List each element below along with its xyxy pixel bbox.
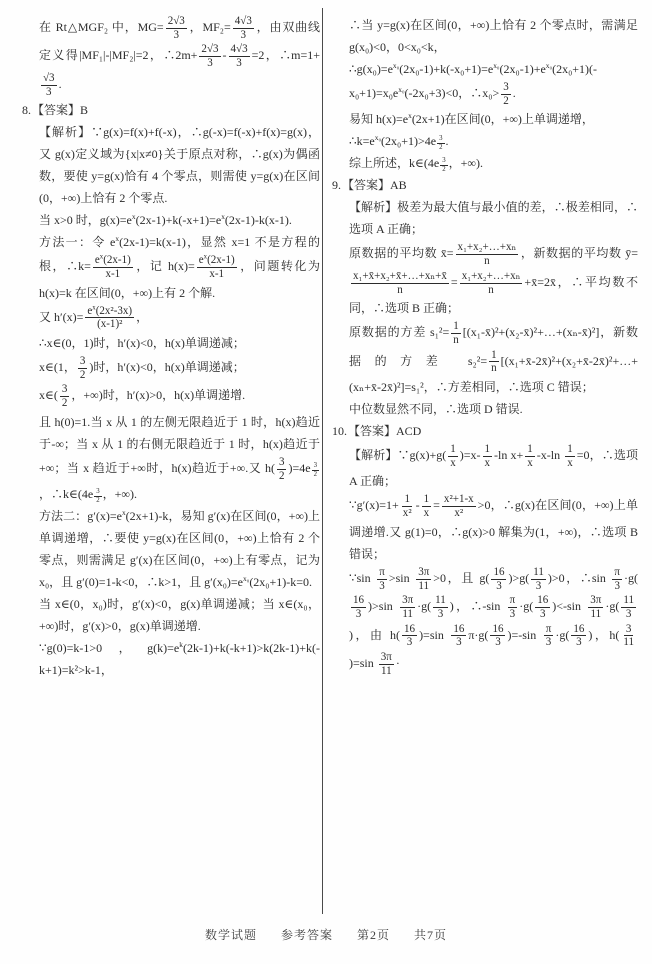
solution-paragraph: 中位数显然不同，∴选项 D 错误. — [349, 402, 523, 417]
fraction — [377, 566, 387, 592]
superscript — [311, 460, 320, 478]
fraction-denominator: 3 — [46, 85, 52, 98]
fraction — [94, 488, 101, 505]
fraction-numerator: 1 — [404, 493, 410, 506]
fraction — [456, 241, 519, 267]
fraction-denominator: 11 — [402, 607, 413, 620]
fraction — [351, 594, 366, 620]
fraction — [60, 383, 70, 409]
fraction-denominator: n — [397, 283, 403, 296]
fraction-numerator: π — [614, 565, 620, 578]
page-footer — [0, 926, 652, 943]
fraction — [93, 254, 133, 280]
fraction-denominator: 3 — [437, 607, 444, 620]
solution-paragraph: ∵sin $\frac{\pi}{3}$ >sin $\frac{3\pi}{11}$ >0，且 g( $\frac{16}{3}$ )>g( $\frac{11}{3}$ )>0，∴sin $\frac{\pi}{3}$ ·g( $\frac{16}{3}$ )>sin $\frac{3\pi}{11}$ ·g( $\frac{11}{3}$ )，∴-sin $\frac{\pi}{3}$ ·g( $\frac{16}{3}$ )<-sin $\frac{3\pi}{11}$ ·g( $\frac{11}{3}$ )，由 h( $\frac{16}{3}$ )=sin $\frac{16}{3}$ π·g( $\frac{16}{3}$ )=-sin $\frac{\pi}{3}$ ·g( $\frac{16}{3}$ )，h( $\frac{3}{11}$ )=sin $\frac{3\pi}{11}$ · — [349, 565, 638, 677]
fraction — [621, 594, 636, 620]
fraction-numerator: 16 — [573, 622, 585, 635]
fraction-numerator: x₁+x̄+x₂+x̄+…+xₙ+x̄ — [353, 269, 447, 282]
fraction-denominator: 2 — [439, 144, 443, 152]
fraction — [565, 443, 575, 469]
answer-heading: 9.【答案】AB — [332, 178, 407, 193]
solution-paragraph: 当 x>0 时，$g(x)=e^x(2x-1)+k(-x+1)=e^x(2x-1)-k(x-1)$. — [39, 212, 292, 228]
fraction — [612, 566, 622, 592]
fraction — [401, 493, 414, 519]
fraction — [379, 651, 394, 677]
footer-page-number: 第2页 — [357, 928, 391, 942]
solution-paragraph: $\therefore k=e^{x_0}(2x_0+1)>4e$ $^{\frac{3}{2}}$ . — [349, 133, 449, 152]
fraction — [199, 43, 220, 69]
fraction — [433, 594, 448, 620]
fraction-numerator: $e^x(2x-1)$ — [198, 253, 235, 267]
answer-heading: 8.【答案】B — [22, 103, 89, 118]
fraction-numerator: 1 — [423, 493, 430, 506]
column-divider — [322, 8, 323, 914]
fraction-numerator: 11 — [623, 594, 634, 607]
fraction-denominator: 3 — [539, 607, 546, 620]
fraction-denominator: 3 — [576, 636, 582, 649]
fraction-denominator: x² — [454, 507, 464, 520]
fraction — [451, 320, 461, 346]
fraction-denominator: 2 — [61, 397, 68, 410]
solution-paragraph: 易知 $h(x)=e^x(2x+1)$在区间(0，+∞)上单调递增， — [349, 111, 594, 127]
fraction — [437, 135, 444, 152]
fraction-denominator: 3 — [355, 607, 362, 620]
fraction-denominator: 2 — [278, 469, 285, 482]
superscript: x₀ — [545, 61, 553, 70]
footer-subtitle: 参考答案 — [280, 928, 333, 942]
fraction-numerator: 16 — [453, 622, 465, 635]
fraction — [400, 594, 415, 620]
fraction-numerator: 1 — [491, 348, 497, 361]
fraction-numerator: 16 — [493, 565, 505, 578]
fraction-denominator: n — [488, 283, 494, 296]
fraction-numerator: 4√3 — [234, 15, 252, 27]
solution-paragraph: 【解析】极差为最大值与最小值的差，∴极差相同，∴选项 A 正确； — [349, 200, 638, 237]
superscript: x — [203, 253, 208, 261]
fraction-denominator: 3 — [173, 28, 179, 41]
fraction-numerator: 3 — [442, 157, 446, 165]
fraction-denominator: 3 — [240, 28, 247, 41]
fraction-numerator: $e^x(2x-1)$ — [94, 253, 131, 267]
fraction-denominator: n — [491, 362, 497, 375]
fraction — [277, 456, 287, 482]
fraction — [402, 623, 417, 649]
fraction — [442, 493, 476, 519]
fraction-numerator: π — [545, 622, 552, 635]
fraction-denominator: 3 — [207, 57, 213, 70]
fraction-denominator: 3 — [406, 636, 413, 649]
fraction — [233, 15, 254, 41]
fraction-numerator: 3 — [79, 355, 86, 368]
fraction-numerator: 1 — [484, 443, 491, 456]
solution-paragraph: 当 x∈(0，x₀)时，g′(x)<0，g(x)单调递减；当 x∈(x₀，+∞)时，g′(x)>0，g(x)单调递增. — [39, 597, 320, 634]
solution-paragraph: ∵g′(x)=1+ $\frac{1}{\text{x²}}$ - $\frac{1}{x}$ = $\frac{\text{x²+1-x}}{\text{x²}}$ >0，∴g(x)在区间(0，+∞)上单调递增.又 g(1)=0，∴g(x)>0 解集为(1，+∞)，∴选项 B 错误； — [349, 493, 638, 561]
fraction-numerator: x₁+x₂+…+xₙ — [457, 241, 517, 254]
solution-paragraph: ∴x∈(0，1)时，h′(x)<0，h(x)单调递减； — [39, 336, 245, 351]
fraction-numerator: π — [509, 594, 516, 607]
superscript: x — [121, 508, 126, 518]
fraction — [571, 623, 586, 649]
fraction — [531, 566, 546, 592]
fraction-denominator: 3 — [236, 57, 242, 70]
fraction-numerator: 3 — [625, 622, 632, 635]
fraction-numerator: x₁+x₂+…+xₙ — [461, 269, 521, 282]
fraction-numerator: 16 — [404, 622, 416, 635]
question-number: 10. — [332, 424, 347, 439]
fraction-numerator: 3 — [96, 488, 100, 496]
superscript: x₀ — [374, 133, 382, 143]
footer-doc-title: 数学试题 — [204, 928, 257, 942]
fraction-numerator: 16 — [353, 594, 365, 607]
solution-paragraph: 原数据的方差 s₁²= $\frac{1}{n}$ [(x₁-x̄)²+(x₂-x̄)²+…+(xₙ-x̄)²]，新数据的方差 s₂²= $\frac{1}{n}$ [(x₁+x̄-2x̄)²+(x₂+x̄-2x̄)²+…+(xₙ+x̄-2x̄)²]=s₁²，∴方差相同，∴选项 C 错误； — [349, 320, 638, 395]
solution-paragraph: 在 Rt△MGF₂ 中，MG= $\frac{2√3}{3}$ ，MF₂= $\frac{4√3}{3}$ ，由双曲线定义得|MF₁|-|MF₂|=2，∴2m+ $\frac{2√3}{3}$ - $\frac{4√3}{3}$ =2，∴m=1+ $\frac{√3}{3}$ . — [39, 15, 320, 98]
fraction-numerator: 3 — [439, 135, 443, 143]
right-column — [332, 14, 638, 912]
fraction-numerator: 11 — [435, 594, 446, 607]
solution-paragraph: 综上所述，k∈(4e $^{\frac{3}{2}}$ ，+∞). — [349, 156, 483, 174]
fraction-denominator: 3 — [545, 636, 552, 649]
superscript: k — [179, 640, 183, 650]
fraction-denominator: x — [484, 456, 491, 469]
left-column — [22, 14, 320, 912]
fraction-numerator: 3π — [402, 594, 414, 607]
fraction — [197, 254, 237, 280]
fraction-numerator: x²+1-x — [443, 493, 474, 506]
fraction-denominator: 2 — [313, 470, 317, 478]
superscript: x — [221, 212, 225, 222]
fraction-numerator: 4√3 — [230, 43, 248, 56]
question-number: 9. — [332, 178, 341, 193]
fraction-denominator: 11 — [381, 664, 392, 677]
fraction-numerator: 3 — [313, 461, 317, 469]
superscript: x₀ — [392, 61, 400, 70]
fraction-numerator: π — [379, 565, 385, 578]
fraction — [351, 270, 449, 296]
fraction — [41, 72, 57, 98]
fraction-denominator: 2 — [79, 368, 86, 381]
fraction — [85, 305, 134, 331]
footer-total-pages: 共7页 — [414, 928, 448, 942]
fraction — [78, 355, 88, 381]
fraction-numerator: 3π — [418, 565, 430, 578]
solution-paragraph: $\therefore g(x_0)=e^{x_0}(2x_0-1)+k(-x_0+1)=e^{x_0}(2x_0-1)+e^{x_0}(2x_0+1)(-x_0+1)=x_0e^{x_0}(-2x_0+3)<0$，∴x₀> $\frac{3}{2}$ . — [349, 61, 598, 107]
fraction — [501, 81, 511, 107]
fraction — [440, 157, 447, 174]
solution-paragraph: 方法一：令 $e^x(2x-1)=k(x-1)$，显然 x=1 不是方程的根，∴k= $\frac{e^x(2x-1)}{x-1}$ ，记 h(x)= $\frac{e^x(2x-1)}{x-1}$ ，问题转化为 h(x)=k 在区间(0，+∞)上有 2 个解. — [39, 234, 320, 300]
superscript: x₀ — [398, 84, 405, 94]
solution-paragraph: 原数据的平均数 x̄= $\frac{\text{x₁+x₂+…+xₙ}}{n}$ ，新数据的平均数 ȳ= $\frac{\text{x₁+x̄+x₂+x̄+…+xₙ+x̄}}{n}$ = $\frac{\text{x₁+x₂+…+xₙ}}{n}$ +x̄=2x̄，∴平均数不同，∴选项 B 正确； — [349, 241, 638, 316]
superscript — [93, 486, 102, 505]
fraction-denominator: 3 — [456, 636, 462, 649]
fraction-denominator: x-1 — [105, 267, 121, 280]
fraction-numerator: 3π — [590, 594, 602, 607]
fraction-denominator: 3 — [509, 607, 516, 620]
fraction — [588, 594, 603, 620]
fraction — [229, 43, 250, 69]
fraction-numerator: 2√3 — [167, 15, 185, 27]
solution-paragraph: ∵g(0)=k-1>0，$g(k)=e^k(2k-1)+k(-k+1)>k(2k-1)+k(-k+1)=k^2>k-1$， — [39, 640, 320, 678]
superscript — [439, 155, 448, 174]
fraction-denominator: x-1 — [209, 267, 225, 280]
fraction-denominator: 11 — [623, 636, 634, 649]
fraction — [422, 493, 432, 519]
fraction-numerator: 16 — [537, 594, 549, 607]
fraction-numerator: 3 — [278, 455, 285, 468]
fraction-denominator: n — [484, 255, 490, 268]
fraction-numerator: 3 — [61, 383, 68, 396]
solution-paragraph: x∈( $\frac{3}{2}$ ，+∞)时，h′(x)>0，h(x)单调递增. — [39, 383, 246, 410]
fraction — [544, 623, 554, 649]
fraction — [451, 623, 466, 649]
solution-paragraph: 又 h′(x)= $\frac{e^x(2x^2-3x)}{\text{(x-1)²}}$ ， — [39, 303, 149, 331]
fraction-numerator: 3π — [380, 651, 392, 664]
superscript: x — [92, 303, 96, 311]
fraction-numerator: $e^x(2x^2-3x)$ — [87, 303, 133, 317]
superscript: x — [115, 234, 120, 244]
fraction — [448, 443, 458, 469]
fraction — [491, 566, 506, 592]
fraction — [535, 594, 550, 620]
solution-paragraph: ∴当 y=g(x)在区间(0，+∞)上恰有 2 个零点时，需满足 g(x₀)<0，0<x₀<k， — [349, 18, 638, 54]
fraction-denominator: 3 — [495, 636, 501, 649]
question-number: 8. — [22, 103, 31, 118]
fraction-denominator: n — [453, 333, 459, 346]
answer-heading: 10.【答案】ACD — [332, 424, 422, 439]
fraction — [508, 594, 518, 620]
solution-paragraph: x∈(1， $\frac{3}{2}$ )时，h′(x)<0，h(x)单调递减； — [39, 355, 245, 381]
fraction-denominator: 2 — [96, 497, 100, 505]
fraction-numerator: 1 — [453, 320, 459, 333]
fraction-denominator: 2 — [503, 94, 509, 107]
fraction-denominator: 3 — [379, 579, 385, 592]
fraction-denominator: 11 — [418, 579, 430, 592]
fraction-denominator: 3 — [614, 579, 620, 592]
superscript — [436, 133, 445, 152]
fraction-denominator: 3 — [625, 607, 632, 620]
fraction-numerator: 1 — [567, 443, 573, 456]
fraction — [166, 15, 187, 41]
fraction-denominator: x — [423, 507, 430, 520]
fraction — [312, 462, 319, 479]
superscript: x — [408, 111, 412, 121]
fraction-denominator: x — [450, 456, 456, 469]
superscript: x₀ — [243, 574, 250, 584]
fraction-numerator: √3 — [43, 71, 55, 84]
fraction — [489, 349, 499, 375]
fraction-numerator: 3 — [503, 81, 509, 93]
fraction-denominator: x — [567, 456, 573, 469]
solution-paragraph: 【解析】∵g(x)=f(x)+f(-x)，∴g(-x)=f(-x)+f(x)=g(x)，又 g(x)定义域为{x|x≠0}关于原点对称，∴g(x)为偶函数，要使 y=g(x)恰有 4 个零点，则需使 y=g(x)在区间(0，+∞)上恰有 2 个零点. — [39, 125, 320, 206]
fraction-numerator: 16 — [492, 622, 504, 635]
solution-paragraph: 方法二：$g'(x)=e^x(2x+1)-k$，易知 g′(x)在区间(0，+∞)上单调递增，∴要使 y=g(x)在区间(0，+∞)上恰有 2 个零点，则需满足 g′(x)在区间(0，+∞)上有零点，记为 x₀，且 g′(0)=1-k<0，∴k>1，且 $g'(x_0)=e^{x_0}(2x_0+1)-k=0$. — [39, 508, 320, 590]
fraction-numerator: 11 — [533, 565, 544, 578]
fraction — [460, 270, 523, 296]
fraction-denominator: 11 — [590, 607, 602, 620]
fraction-denominator: 3 — [496, 579, 502, 592]
fraction — [483, 443, 493, 469]
fraction-denominator: x — [527, 456, 533, 469]
fraction-numerator: 1 — [527, 443, 533, 456]
fraction-numerator: 1 — [450, 443, 456, 456]
fraction-denominator: (x-1)² — [97, 318, 123, 331]
solution-paragraph: 【解析】∵g(x)+g( $\frac{1}{x}$ )=x- $\frac{1}{x}$ -ln x+ $\frac{1}{x}$ -x-ln $\frac{1}{x}$ =0，∴选项 A 正确； — [349, 443, 638, 489]
fraction-denominator: x² — [402, 507, 412, 520]
superscript: x — [131, 212, 136, 222]
superscript: x — [99, 253, 104, 261]
fraction-denominator: 2 — [442, 166, 446, 174]
fraction-numerator: 2√3 — [201, 43, 219, 56]
fraction — [525, 443, 535, 469]
solution-paragraph: 且 h(0)=1.当 x 从 1 的左侧无限趋近于 1 时，h(x)趋近于-∞；当 x 从 1 的右侧无限趋近于 1 时，h(x)趋近于+∞；当 x 趋近于+∞时，h(x)趋近于+∞.又 h( $\frac{3}{2}$ )=4e $^{\frac{3}{2}}$ ，∴k∈(4e $^{\frac{3}{2}}$ ，+∞). — [39, 414, 320, 505]
fraction-denominator: 3 — [535, 579, 542, 592]
fraction — [490, 623, 505, 649]
superscript: x₀ — [493, 61, 500, 70]
fraction — [416, 566, 431, 592]
fraction — [621, 623, 636, 649]
